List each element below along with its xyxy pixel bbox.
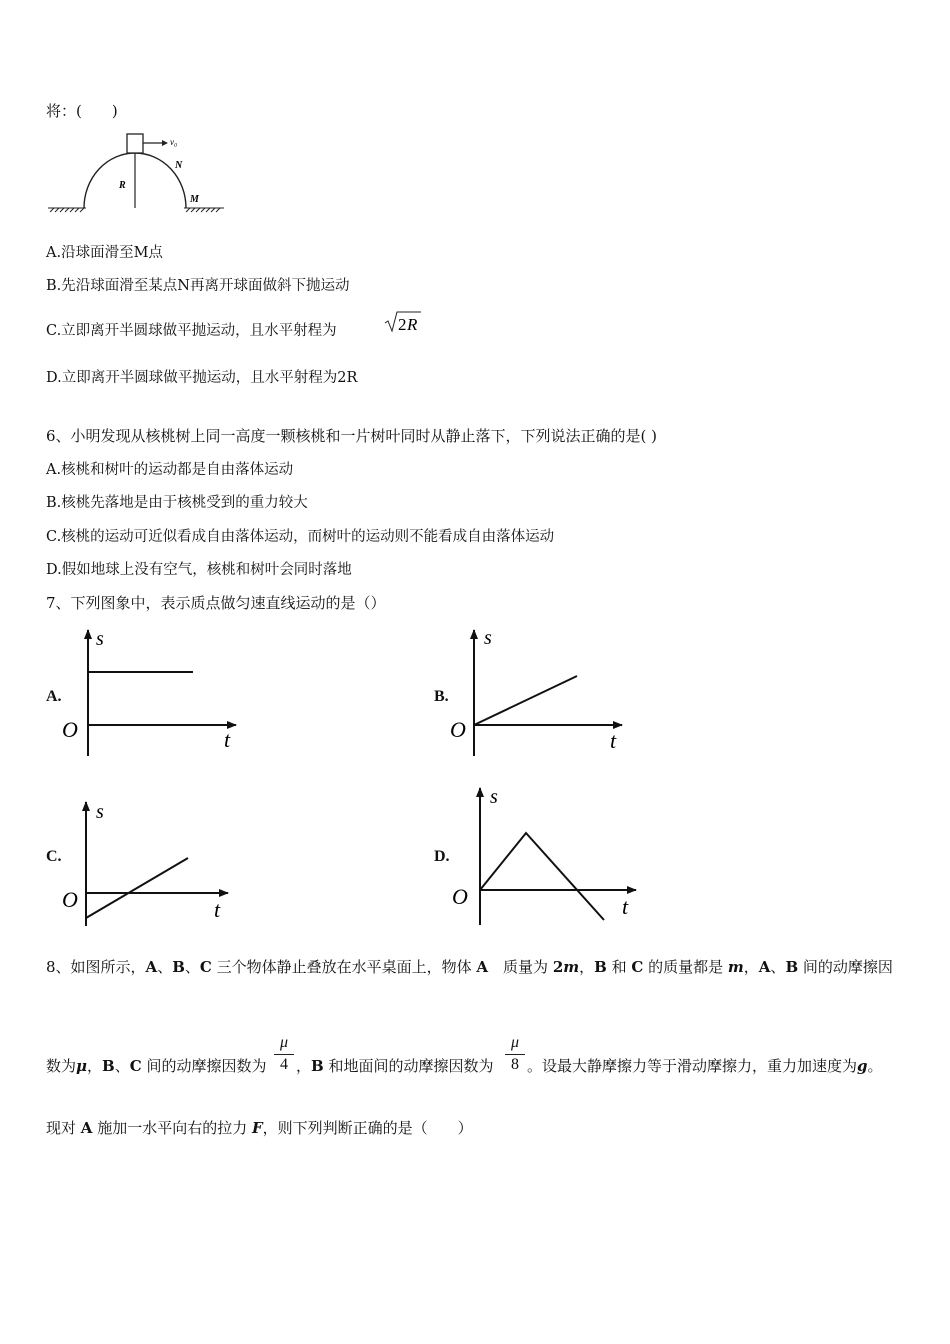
origin-label: O <box>62 887 78 912</box>
point-n-label: N <box>175 160 183 171</box>
origin-label: O <box>62 717 78 742</box>
q8-line-2c: 。设最大静摩擦力等于滑动摩擦力，重力加速度为g。 <box>527 1057 883 1075</box>
fraction-mu-over-4: $\frac{\mu}{4}$ <box>274 1034 294 1075</box>
origin-label: O <box>450 717 466 742</box>
q6-option-a: A.核桃和树叶的运动都是自由落体运动 <box>46 462 294 478</box>
q5-option-b: B.先沿球面滑至某点N再离开球面做斜下抛运动 <box>46 278 350 294</box>
t-label: t <box>610 728 617 753</box>
graph-b-label: B. <box>434 688 449 705</box>
graph-c <box>58 790 248 930</box>
point-m-label: M <box>190 194 199 205</box>
origin-label: O <box>452 884 468 909</box>
graph-a-label: A. <box>46 688 62 705</box>
graph-c-label: C. <box>46 848 62 865</box>
s-label: s <box>96 628 104 650</box>
t-label: t <box>214 897 221 922</box>
q5-stem-tail: 将：( ) <box>46 102 118 120</box>
sqrt-var: R <box>407 315 418 334</box>
s-label: s <box>490 786 498 808</box>
q6-option-b: B.核桃先落地是由于核桃受到的重力较大 <box>46 495 308 511</box>
v0-label: v₀ <box>170 137 178 147</box>
q8-line-2b: ，B 和地面间的动摩擦因数为 <box>296 1057 494 1075</box>
fraction-mu-over-8: $\frac{\mu}{8}$ <box>505 1034 525 1075</box>
graph-d <box>446 780 646 930</box>
graph-a <box>58 620 248 760</box>
q5-option-a: A.沿球面滑至M点 <box>46 245 163 261</box>
q6-option-d: D.假如地球上没有空气，核桃和树叶会同时落地 <box>46 562 352 578</box>
t-label: t <box>622 894 629 919</box>
graph-b <box>446 620 636 760</box>
q5-option-c: C.立即离开半圆球做平抛运动，且水平射程为 <box>46 323 337 339</box>
q5-option-c-sqrt <box>383 309 423 335</box>
q8-line-1: 8、如图所示，A、B、C 三个物体静止叠放在水平桌面上，物体 A 质量为 2m，B 和 C 的质量都是 m，A、B 间的动摩擦因 <box>46 958 893 976</box>
q8-line-3: 现对 A 施加一水平向右的拉力 F，则下列判断正确的是（ ） <box>46 1119 473 1137</box>
t-label: t <box>224 727 231 752</box>
q6-stem: 6、小明发现从核桃树上同一高度一颗核桃和一片树叶同时从静止落下，下列说法正确的是( ) <box>46 427 658 445</box>
s-label: s <box>96 801 104 823</box>
graph-line <box>474 676 577 725</box>
graph-line <box>480 833 604 920</box>
s-label: s <box>484 627 492 649</box>
graph-d-label: D. <box>434 848 450 865</box>
q5-option-d: D.立即离开半圆球做平抛运动，且水平射程为2R <box>46 370 358 386</box>
graph-line <box>86 858 188 918</box>
q8-line-2a: 数为μ，B、C 间的动摩擦因数为 <box>46 1057 267 1075</box>
q7-stem: 7、下列图象中，表示质点做匀速直线运动的是（） <box>46 594 386 612</box>
q6-option-c: C.核桃的运动可近似看成自由落体运动，而树叶的运动则不能看成自由落体运动 <box>46 529 555 545</box>
q5-hemisphere-figure <box>44 128 234 216</box>
radius-r-label: R <box>119 180 126 191</box>
sqrt-radicand: 2 <box>398 315 407 334</box>
